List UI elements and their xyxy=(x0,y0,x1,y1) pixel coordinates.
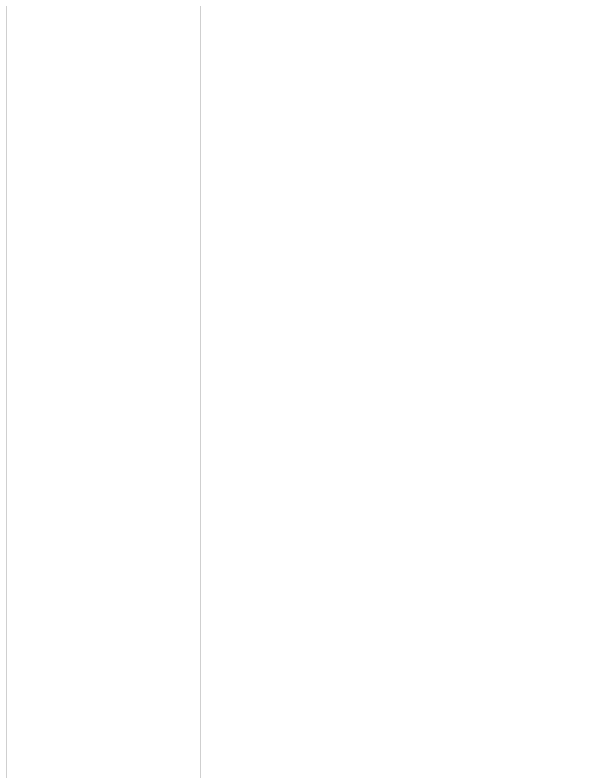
column-middle xyxy=(200,6,390,778)
column-right xyxy=(6,6,196,778)
column-left xyxy=(395,6,584,778)
